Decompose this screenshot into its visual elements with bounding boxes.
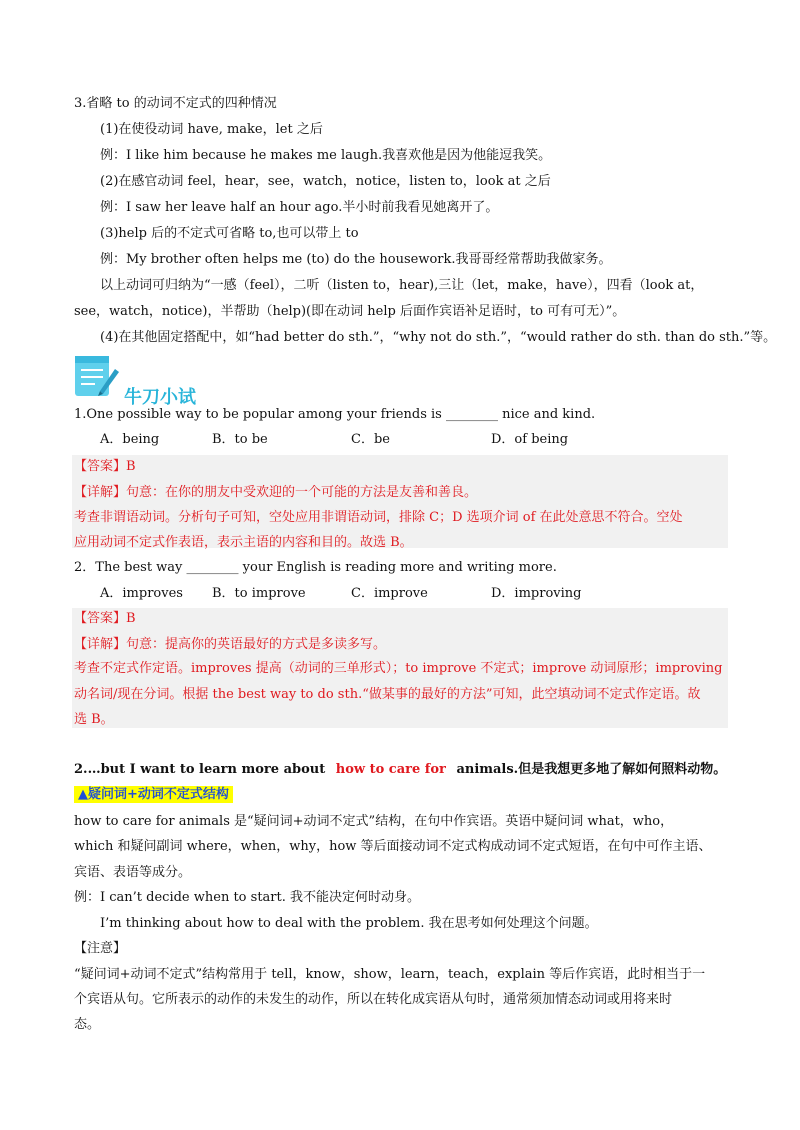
- q1-option-c: C．be: [351, 432, 390, 447]
- sentence-heading-pre: 2.…but I want to learn more about: [74, 762, 326, 777]
- rule-2: (2)在感官动词 feel，hear，see，watch，notice，listen to，look at 之后: [100, 174, 551, 189]
- note-line-3: 态。: [74, 1017, 101, 1032]
- notepad-pencil-icon: [73, 350, 121, 398]
- explain-line-3: 宾语、表语等成分。: [74, 865, 192, 880]
- structure-tag-label: ▲疑问词+动词不定式结构: [74, 786, 233, 803]
- q1-answer: 【答案】B: [74, 459, 136, 474]
- structure-tag: [74, 786, 233, 804]
- summary-line-1: 以上动词可归纳为“一感（feel），二听（listen to，hear),三让（let，make，have），四看（look at，: [100, 278, 704, 293]
- rule-3-example: 例：My brother often helps me (to) do the housework.我哥哥经常帮助我做家务。: [100, 252, 612, 267]
- sentence-heading-highlight: how to care for: [335, 762, 446, 777]
- rule-1-example: 例：I like him because he makes me laugh.我喜欢他是因为他能逗我笑。: [100, 148, 552, 163]
- example-1: 例：I can’t decide when to start. 我不能决定何时动身。: [74, 890, 420, 905]
- q2-option-c: C．improve: [351, 586, 428, 601]
- q1-detail-3: 应用动词不定式作表语，表示主语的内容和目的。故选 B。: [74, 535, 413, 550]
- q1-detail-2: 考查非谓语动词。分析句子可知，空处应用非谓语动词，排除 C；D 选项介词 of 在此处意思不符合。空处: [74, 510, 683, 525]
- note-line-2: 个宾语从句。它所表示的动作的未发生的动作，所以在转化成宾语从句时，通常须加情态动词或用将来时: [74, 992, 673, 1007]
- q2-detail-1: 【详解】句意：提高你的英语最好的方式是多读多写。: [74, 637, 387, 652]
- q2-detail-3: 动名词/现在分词。根据 the best way to do sth.“做某事的最好的方法”可知，此空填动词不定式作定语。故: [74, 687, 701, 702]
- rule-2-example: 例：I saw her leave half an hour ago.半小时前我看见她离开了。: [100, 200, 499, 215]
- rule-4: (4)在其他固定搭配中，如“had better do sth.”，“why not do sth.”，“would rather do sth. than do sth.”等。: [100, 330, 777, 345]
- q1-option-b: B．to be: [212, 432, 268, 447]
- q2-option-d: D．improving: [491, 586, 582, 601]
- question-2-stem: 2．The best way ________ your English is reading more and writing more.: [74, 560, 557, 575]
- q2-detail-2: 考查不定式作定语。improves 提高（动词的三单形式）；to improve 不定式；improve 动词原形；improving: [74, 661, 723, 676]
- q1-option-d: D．of being: [491, 432, 569, 447]
- note-title: 【注意】: [74, 941, 127, 956]
- rule-3: (3)help 后的不定式可省略 to,也可以带上 to: [100, 226, 359, 241]
- example-2: I’m thinking about how to deal with the problem. 我在思考如何处理这个问题。: [100, 916, 598, 931]
- q2-option-b: B．to improve: [212, 586, 306, 601]
- explain-line-2: which 和疑问副词 where，when，why，how 等后面接动词不定式构成动词不定式短语，在句中可作主语、: [74, 839, 712, 854]
- rule-1: (1)在使役动词 have, make，let 之后: [100, 122, 323, 137]
- summary-line-2: see，watch，notice)，半帮助（help)(即在动词 help 后面作宾语补足语时，to 可有可无）”。: [74, 304, 626, 319]
- q2-option-a: A．improves: [100, 586, 183, 601]
- sentence-heading: [74, 761, 726, 779]
- q2-answer: 【答案】B: [74, 611, 136, 626]
- note-line-1: “疑问词+动词不定式”结构常用于 tell，know，show，learn，teach，explain 等后作宾语，此时相当于一: [74, 967, 706, 982]
- q2-detail-4: 选 B。: [74, 712, 114, 727]
- question-1-stem: 1.One possible way to be popular among your friends is ________ nice and kind.: [74, 407, 596, 422]
- sentence-heading-post: animals.但是我想更多地了解如何照料动物。: [456, 762, 727, 777]
- q1-detail-1: 【详解】句意：在你的朋友中受欢迎的一个可能的方法是友善和善良。: [74, 485, 478, 500]
- explain-line-1: how to care for animals 是“疑问词+动词不定式”结构，在句中作宾语。英语中疑问词 what，who，: [74, 814, 674, 829]
- q1-option-a: A．being: [100, 432, 160, 447]
- section-title: 3.省略 to 的动词不定式的四种情况: [74, 96, 277, 111]
- practice-heading: 牛刀小试: [124, 387, 196, 408]
